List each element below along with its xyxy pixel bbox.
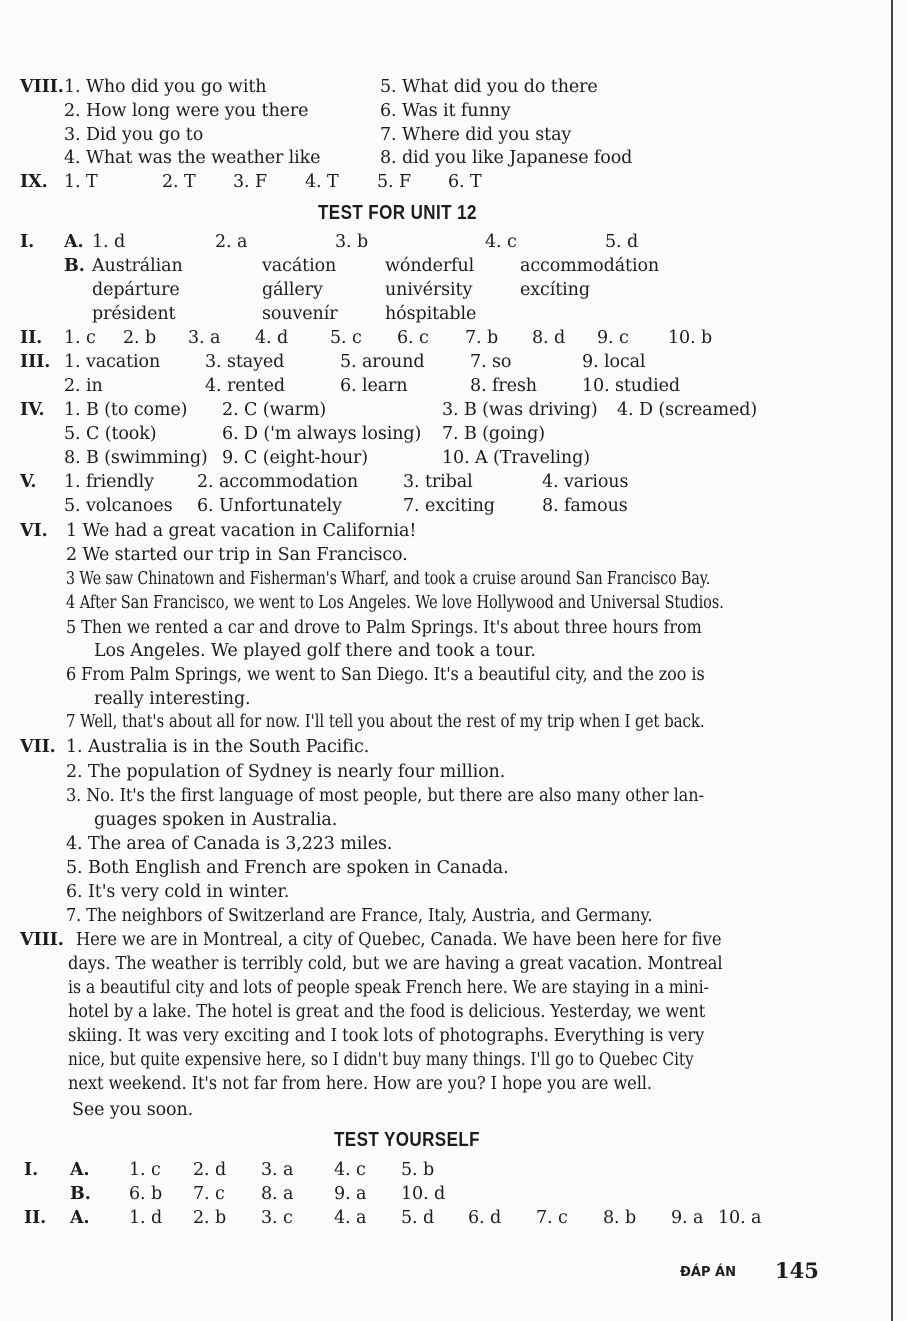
section-label: II. bbox=[20, 328, 43, 348]
subsection-label: A. bbox=[70, 1208, 90, 1228]
answer-item: 1. B (to come) bbox=[64, 400, 188, 420]
answer-item: 2. T bbox=[162, 172, 196, 192]
sentence-line: guages spoken in Australia. bbox=[94, 810, 338, 830]
paragraph-line: nice, but quite expensive here, so I didn't buy many things. I'll go to Quebec City bbox=[68, 1050, 694, 1070]
answer-item: 5. d bbox=[401, 1208, 435, 1228]
sentence-line: 2. The population of Sydney is nearly four million. bbox=[66, 762, 506, 782]
answer-item: 8. famous bbox=[542, 496, 628, 516]
sentence-line: 6. It's very cold in winter. bbox=[66, 882, 290, 902]
answer-item: 7. Where did you stay bbox=[380, 125, 572, 145]
answer-item: 5. F bbox=[377, 172, 412, 192]
answer-item: 2. How long were you there bbox=[64, 101, 309, 121]
answer-item: 6. Unfortunately bbox=[197, 496, 342, 516]
answer-item: 9. c bbox=[597, 328, 629, 348]
answer-item: 8. did you like Japanese food bbox=[380, 148, 633, 168]
answer-item: 6. c bbox=[397, 328, 429, 348]
answer-item: 10. A (Traveling) bbox=[442, 448, 590, 468]
stress-word: depárture bbox=[92, 280, 180, 300]
sentence-line: 2 We started our trip in San Francisco. bbox=[66, 545, 408, 565]
answer-item: 3. b bbox=[335, 232, 369, 252]
answer-item: 1. vacation bbox=[64, 352, 161, 372]
section-label: II. bbox=[24, 1208, 47, 1228]
answer-item: 1. Who did you go with bbox=[64, 77, 267, 97]
stress-word: gállery bbox=[262, 280, 323, 300]
answer-item: 2. C (warm) bbox=[222, 400, 327, 420]
answer-item: 2. b bbox=[193, 1208, 227, 1228]
page-edge bbox=[891, 0, 893, 1321]
answer-item: 1. friendly bbox=[64, 472, 154, 492]
page-number: 145 bbox=[775, 1258, 819, 1283]
sentence-line: 4. The area of Canada is 3,223 miles. bbox=[66, 834, 393, 854]
answer-item: 10. studied bbox=[582, 376, 680, 396]
answer-item: 5. d bbox=[605, 232, 639, 252]
answer-item: 6. D ('m always losing) bbox=[222, 424, 422, 444]
stress-word: univérsity bbox=[385, 280, 473, 300]
answer-item: 7. b bbox=[465, 328, 499, 348]
sentence-line: 3 We saw Chinatown and Fisherman's Wharf, and took a cruise around San Francisco Bay. bbox=[66, 569, 711, 589]
paragraph-line: is a beautiful city and lots of people speak French here. We are staying in a mini- bbox=[68, 978, 709, 998]
answer-item: 5. C (took) bbox=[64, 424, 157, 444]
sentence-line: really interesting. bbox=[94, 689, 251, 709]
answer-item: 4. D (screamed) bbox=[617, 400, 758, 420]
sentence-line: 1. Australia is in the South Pacific. bbox=[66, 737, 370, 757]
answer-item: 5. c bbox=[330, 328, 362, 348]
section-label: I. bbox=[20, 232, 35, 252]
section-label: I. bbox=[24, 1160, 39, 1180]
answer-item: 8. a bbox=[261, 1184, 294, 1204]
section-label: VIII. bbox=[20, 930, 64, 950]
answer-item: 3. a bbox=[261, 1160, 294, 1180]
answer-item: 9. a bbox=[671, 1208, 704, 1228]
sentence-line: Los Angeles. We played golf there and took a tour. bbox=[94, 641, 536, 661]
section-label: VI. bbox=[20, 521, 48, 541]
answer-item: 4. T bbox=[305, 172, 339, 192]
answer-item: 7. c bbox=[193, 1184, 225, 1204]
answer-item: 7. so bbox=[470, 352, 512, 372]
paragraph-line: Here we are in Montreal, a city of Quebec, Canada. We have been here for five bbox=[76, 930, 722, 950]
answer-item: 7. exciting bbox=[403, 496, 495, 516]
answer-item: 3. c bbox=[261, 1208, 293, 1228]
subsection-label: B. bbox=[64, 256, 85, 276]
answer-item: 4. d bbox=[255, 328, 289, 348]
stress-word: hóspitable bbox=[385, 304, 477, 324]
answer-item: 9. local bbox=[582, 352, 646, 372]
answer-item: 8. b bbox=[603, 1208, 637, 1228]
section-label: VII. bbox=[20, 737, 56, 757]
section-label: VIII. bbox=[20, 77, 64, 97]
answer-item: 8. d bbox=[532, 328, 566, 348]
stress-word: président bbox=[92, 304, 176, 324]
answer-item: 9. C (eight-hour) bbox=[222, 448, 368, 468]
sentence-line: 1 We had a great vacation in California! bbox=[66, 521, 417, 541]
section-label: IX. bbox=[20, 172, 48, 192]
sentence-line: 3. No. It's the first language of most people, but there are also many other lan- bbox=[66, 786, 704, 806]
section-label: III. bbox=[20, 352, 51, 372]
answer-item: 1. d bbox=[92, 232, 126, 252]
heading-test-yourself: TEST YOURSELF bbox=[334, 1129, 480, 1151]
answer-item: 5. volcanoes bbox=[64, 496, 173, 516]
answer-item: 10. b bbox=[668, 328, 713, 348]
answer-item: 2. accommodation bbox=[197, 472, 359, 492]
answer-item: 6. learn bbox=[340, 376, 408, 396]
subsection-label: A. bbox=[70, 1160, 90, 1180]
answer-item: 4. rented bbox=[205, 376, 285, 396]
subsection-label: B. bbox=[70, 1184, 91, 1204]
answer-item: 4. a bbox=[334, 1208, 367, 1228]
section-label: V. bbox=[20, 472, 37, 492]
paragraph-line: skiing. It was very exciting and I took lots of photographs. Everything is very bbox=[68, 1026, 705, 1046]
answer-item: 5. around bbox=[340, 352, 425, 372]
answer-item: 4. various bbox=[542, 472, 629, 492]
answer-item: 2. in bbox=[64, 376, 103, 396]
paragraph-line: days. The weather is terribly cold, but we are having a great vacation. Montreal bbox=[68, 954, 723, 974]
answer-item: 6. T bbox=[448, 172, 482, 192]
answer-item: 3. B (was driving) bbox=[442, 400, 598, 420]
stress-word: wónderful bbox=[385, 256, 475, 276]
answer-item: 2. d bbox=[193, 1160, 227, 1180]
answer-item: 4. c bbox=[485, 232, 517, 252]
answer-item: 1. d bbox=[129, 1208, 163, 1228]
answer-item: 8. B (swimming) bbox=[64, 448, 208, 468]
answer-item: 7. c bbox=[536, 1208, 568, 1228]
answer-item: 6. Was it funny bbox=[380, 101, 511, 121]
answer-item: 3. tribal bbox=[403, 472, 473, 492]
answer-item: 4. c bbox=[334, 1160, 366, 1180]
footer-section-label: ĐÁP ÁN bbox=[680, 1265, 736, 1280]
stress-word: excíting bbox=[520, 280, 590, 300]
answer-item: 2. a bbox=[215, 232, 248, 252]
answer-item: 3. F bbox=[233, 172, 268, 192]
sentence-line: 5 Then we rented a car and drove to Palm Springs. It's about three hours from bbox=[66, 618, 702, 638]
answer-item: 10. d bbox=[401, 1184, 446, 1204]
answer-item: 2. b bbox=[123, 328, 157, 348]
answer-item: 9. a bbox=[334, 1184, 367, 1204]
answer-item: 1. T bbox=[64, 172, 98, 192]
answer-item: 6. b bbox=[129, 1184, 163, 1204]
answer-item: 1. c bbox=[64, 328, 96, 348]
paragraph-line: next weekend. It's not far from here. How are you? I hope you are well. bbox=[68, 1074, 653, 1094]
sentence-line: 5. Both English and French are spoken in Canada. bbox=[66, 858, 509, 878]
section-label: IV. bbox=[20, 400, 45, 420]
answer-item: 6. d bbox=[468, 1208, 502, 1228]
answer-item: 1. c bbox=[129, 1160, 161, 1180]
stress-word: souvenír bbox=[262, 304, 338, 324]
sentence-line: 7 Well, that's about all for now. I'll tell you about the rest of my trip when I get back. bbox=[66, 712, 705, 732]
answer-item: 3. a bbox=[188, 328, 221, 348]
answer-item: 5. b bbox=[401, 1160, 435, 1180]
answer-item: 10. a bbox=[718, 1208, 762, 1228]
subsection-label: A. bbox=[64, 232, 84, 252]
sentence-line: 4 After San Francisco, we went to Los Angeles. We love Hollywood and Universal Studios. bbox=[66, 593, 724, 613]
stress-word: Austrálian bbox=[92, 256, 183, 276]
answer-item: 4. What was the weather like bbox=[64, 148, 321, 168]
sentence-line: 7. The neighbors of Switzerland are France, Italy, Austria, and Germany. bbox=[66, 906, 653, 926]
answer-item: 7. B (going) bbox=[442, 424, 545, 444]
paragraph-line: See you soon. bbox=[72, 1100, 194, 1120]
answer-item: 3. stayed bbox=[205, 352, 285, 372]
stress-word: accommodátion bbox=[520, 256, 660, 276]
answer-item: 8. fresh bbox=[470, 376, 537, 396]
answer-item: 5. What did you do there bbox=[380, 77, 598, 97]
answer-item: 3. Did you go to bbox=[64, 125, 204, 145]
heading-unit-12: TEST FOR UNIT 12 bbox=[318, 202, 477, 224]
paragraph-line: hotel by a lake. The hotel is great and the food is delicious. Yesterday, we went bbox=[68, 1002, 706, 1022]
sentence-line: 6 From Palm Springs, we went to San Diego. It's a beautiful city, and the zoo is bbox=[66, 665, 705, 685]
stress-word: vacátion bbox=[262, 256, 337, 276]
